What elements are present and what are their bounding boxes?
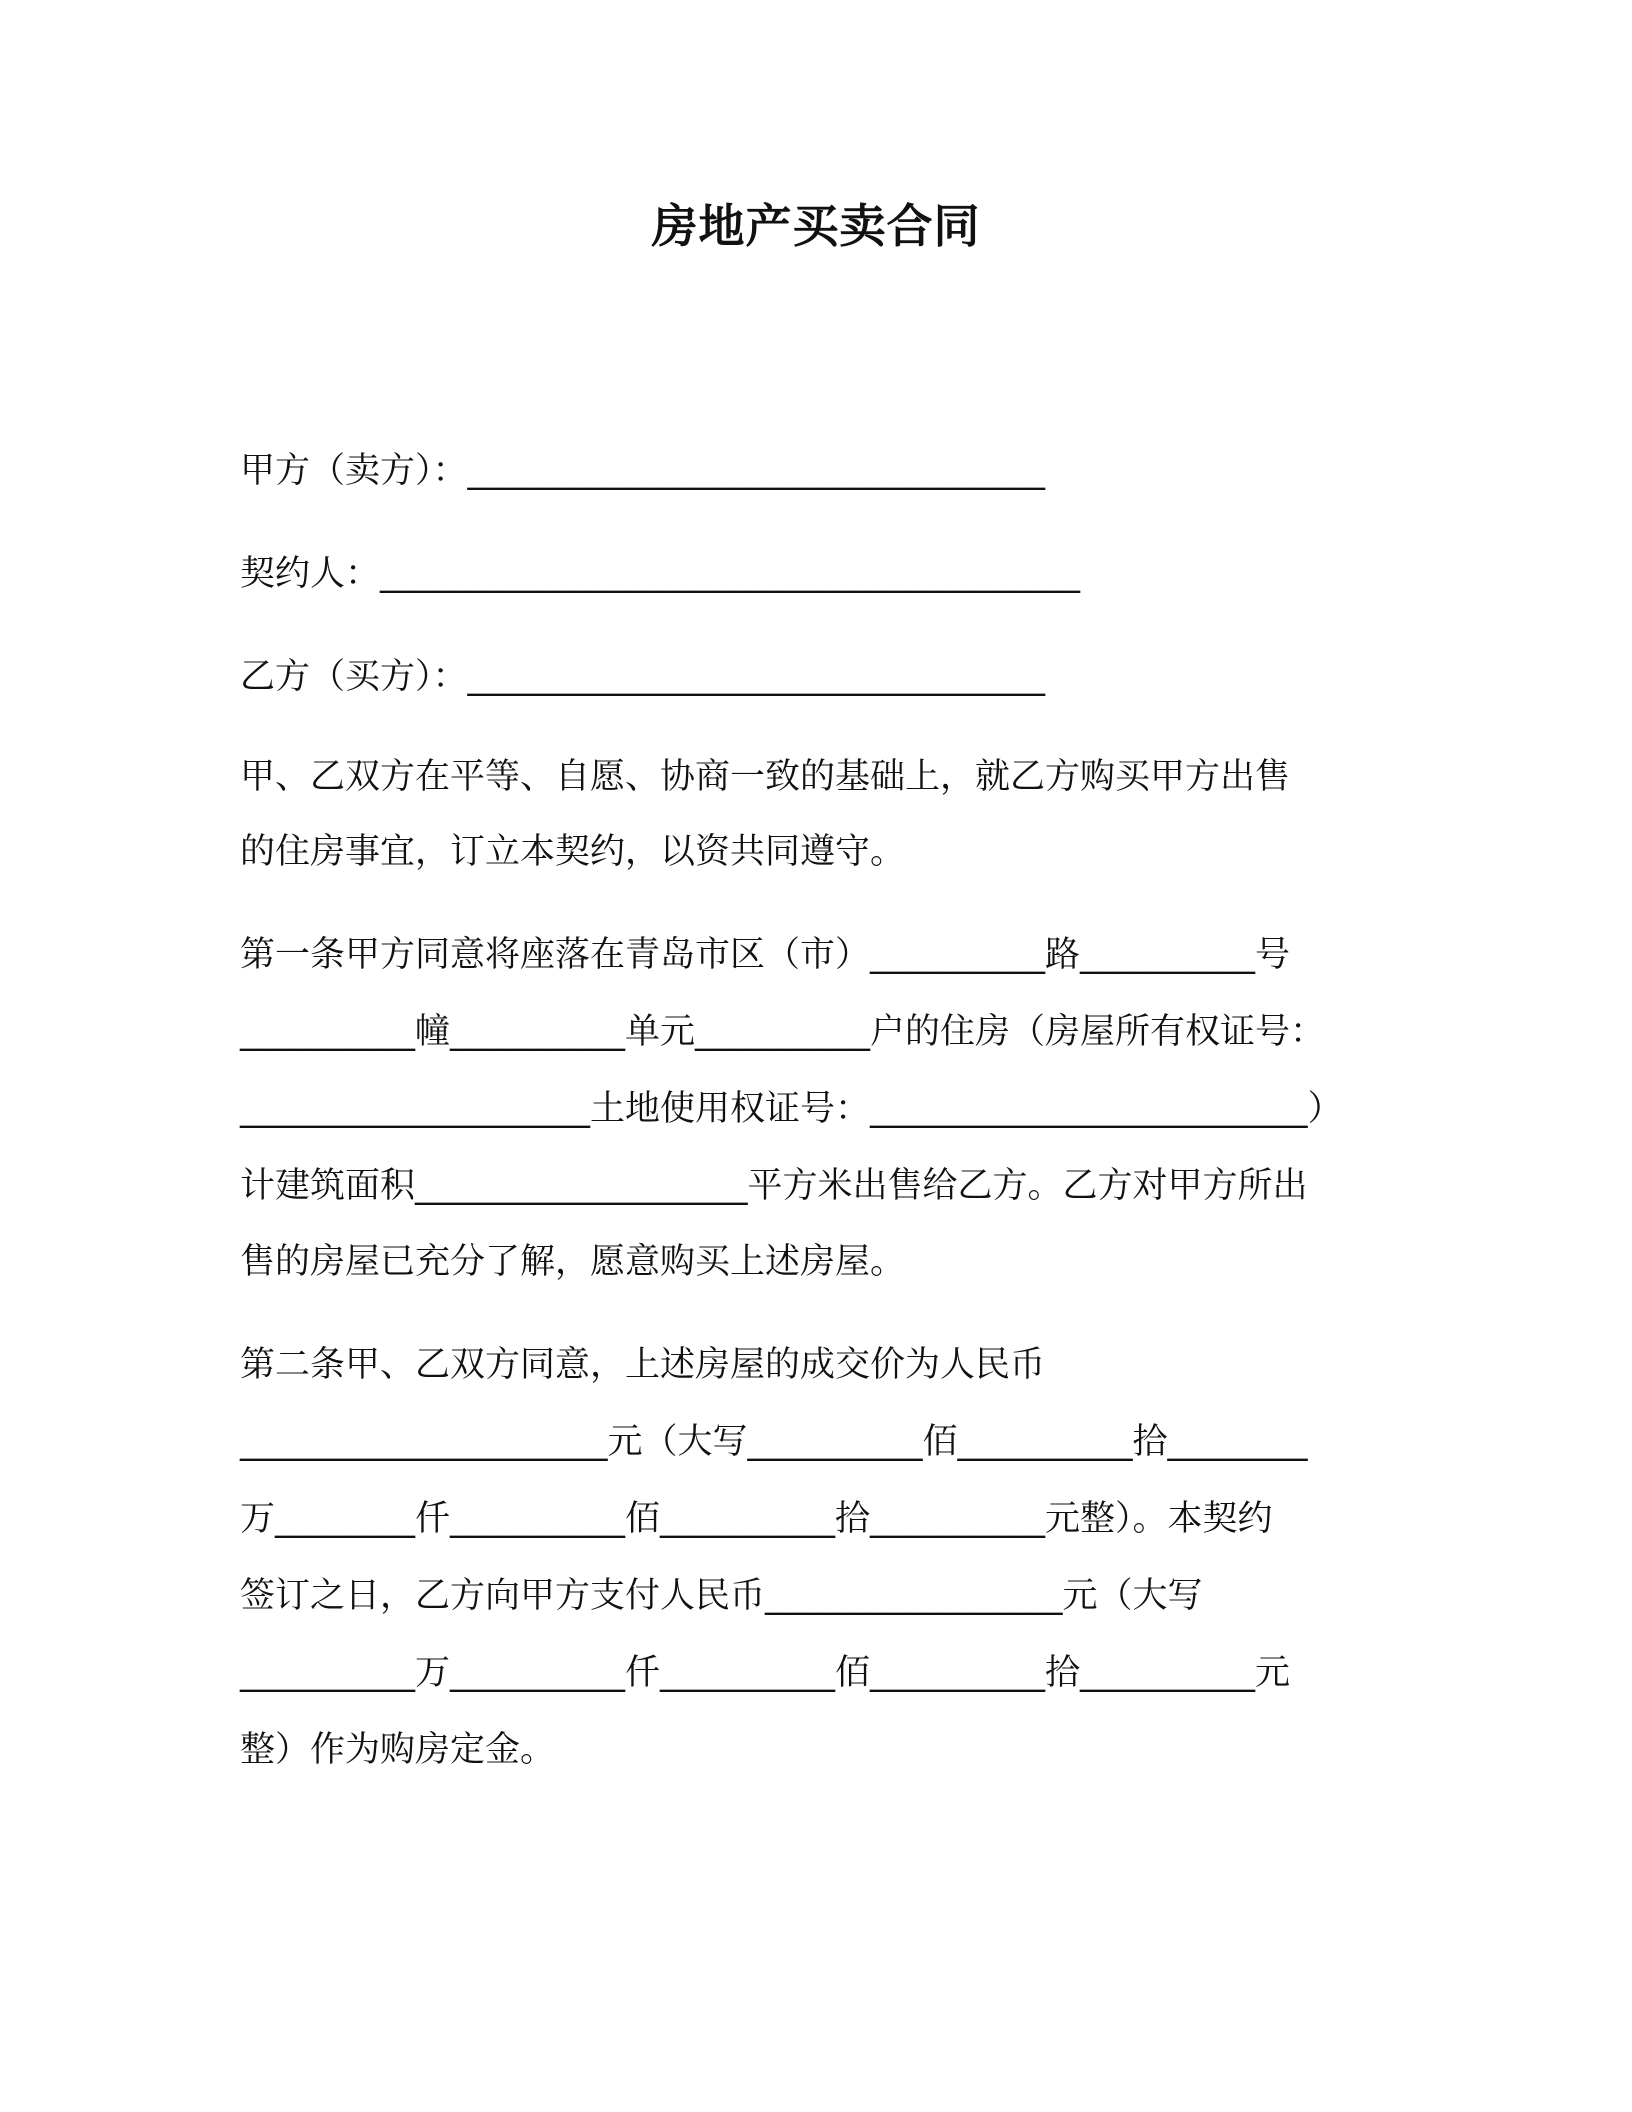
article-1-line-1: 第一条甲方同意将座落在青岛市区（市）__________路__________号: [240, 935, 1291, 975]
article-1-line-2: __________幢__________单元__________户的住房（房屋所有权证号：: [240, 1012, 1326, 1052]
article-2-line-6: 整）作为购房定金。: [240, 1730, 556, 1770]
article-2-line-3: 万________仟__________佰__________拾__________元整）。本契约: [240, 1499, 1273, 1539]
preamble-line-2: 的住房事宜，订立本契约，以资共同遵守。: [240, 832, 906, 872]
preamble-line-1: 甲、乙双方在平等、自愿、协商一致的基础上，就乙方购买甲方出售: [240, 757, 1291, 797]
article-2-line-1: 第二条甲、乙双方同意，上述房屋的成交价为人民币: [240, 1345, 1046, 1385]
article-1-line-3: ____________________土地使用权证号：_________________________）: [240, 1089, 1343, 1129]
article-2-line-4: 签订之日，乙方向甲方支付人民币_________________元（大写: [240, 1576, 1203, 1616]
article-1-line-4: 计建筑面积___________________平方米出售给乙方。乙方对甲方所出: [240, 1166, 1308, 1206]
document-title: 房地产买卖合同: [651, 199, 981, 253]
article-1-line-5: 售的房屋已充分了解，愿意购买上述房屋。: [240, 1242, 906, 1282]
article-2-line-2: _____________________元（大写__________佰__________拾________: [240, 1422, 1308, 1462]
agent-field-line: 契约人：________________________________________: [240, 554, 1081, 594]
seller-field-line: 甲方（卖方）：_________________________________: [240, 451, 1046, 491]
buyer-field-line: 乙方（买方）：_________________________________: [240, 657, 1046, 697]
article-2-line-5: __________万__________仟__________佰__________拾__________元: [240, 1653, 1291, 1693]
